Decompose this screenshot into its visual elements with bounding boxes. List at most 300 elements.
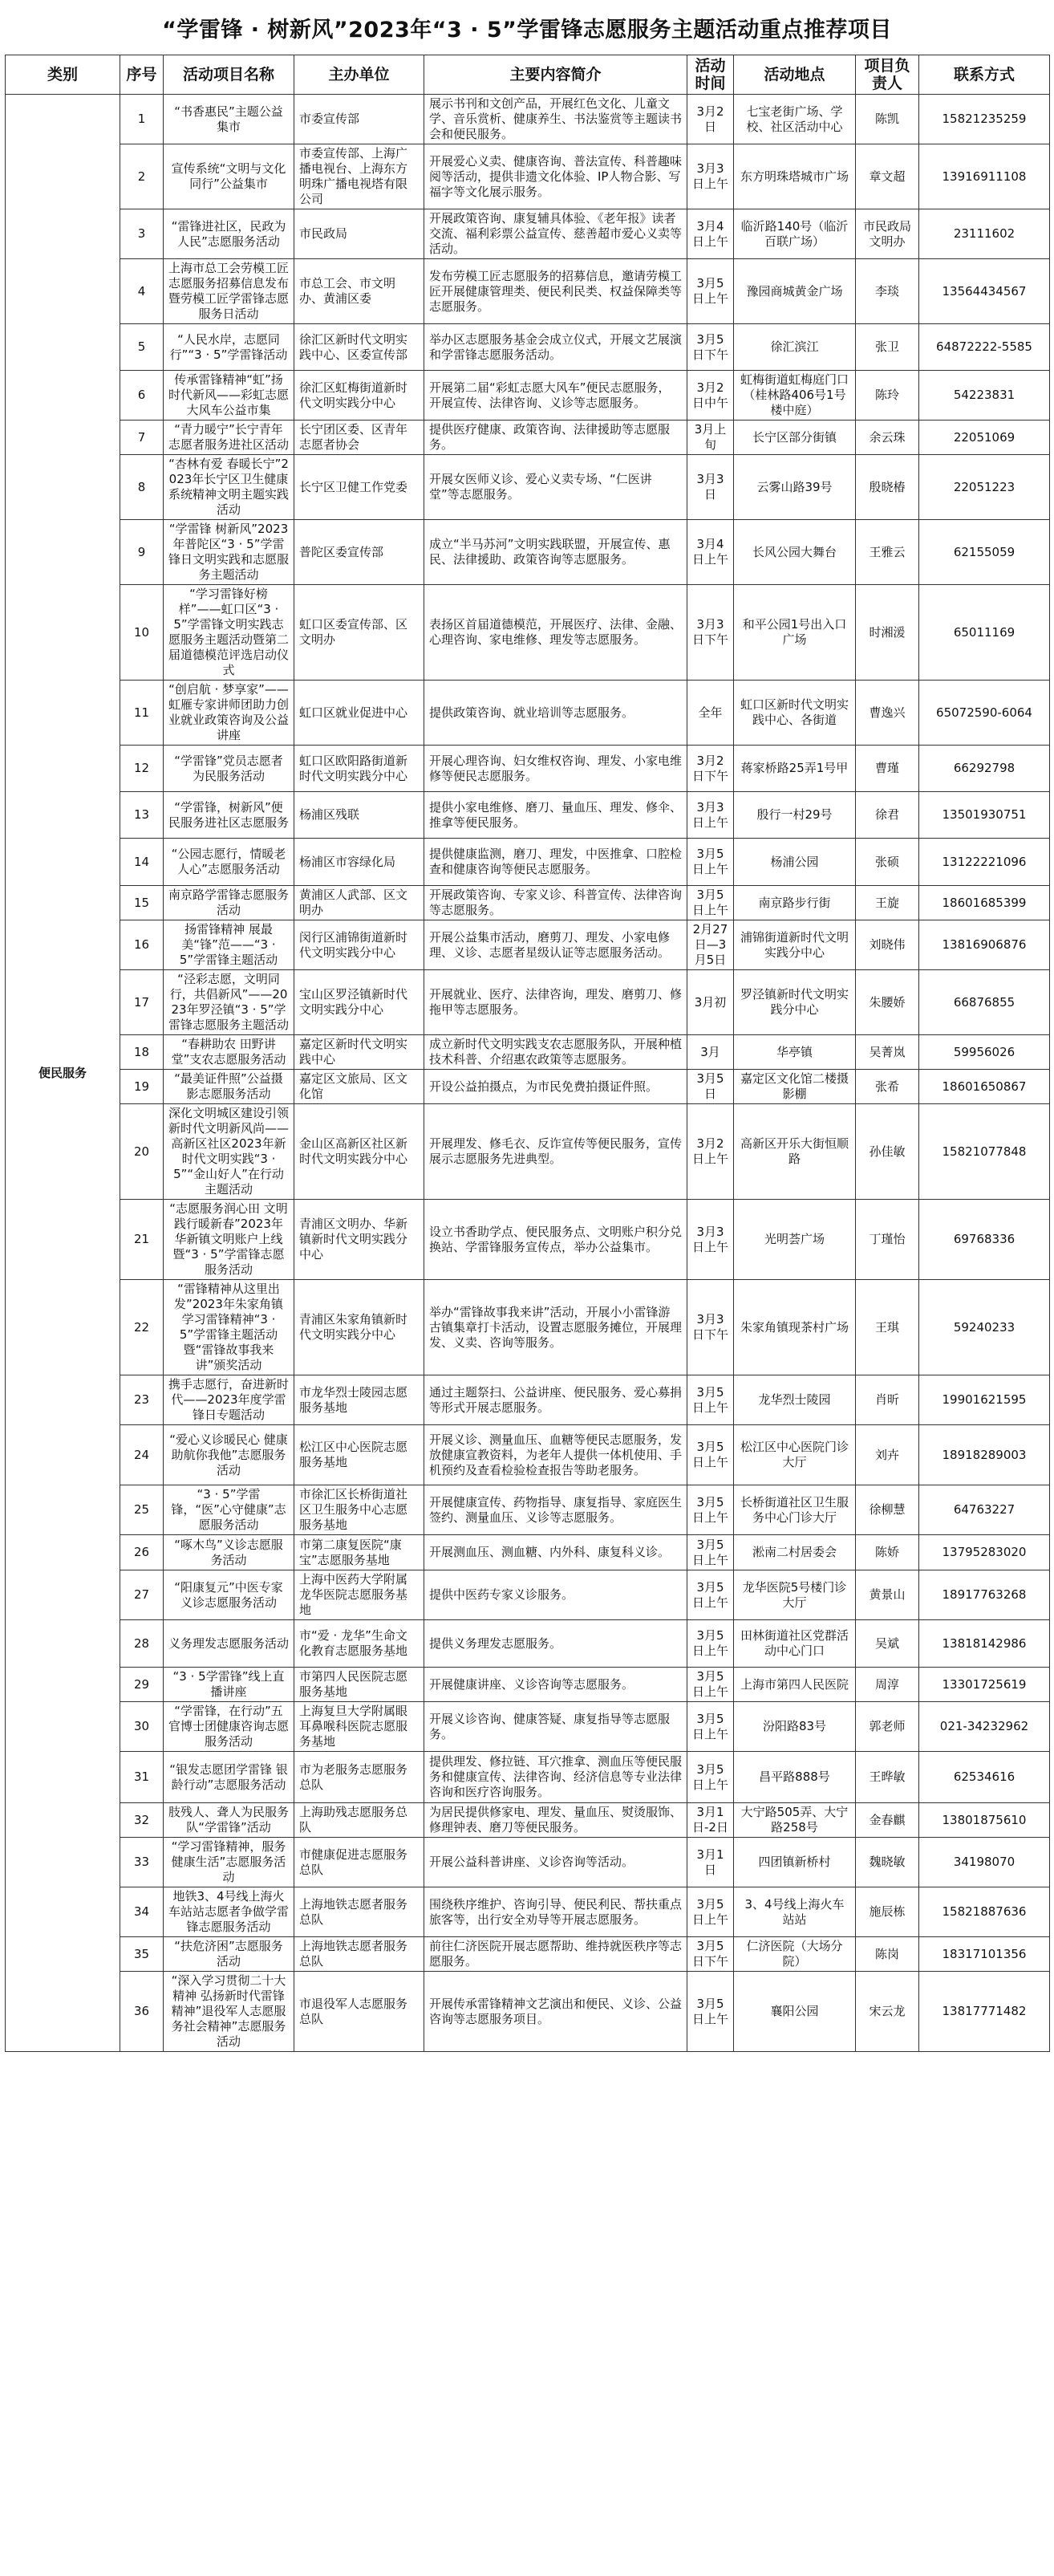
cell-time: 3月5日上午 — [687, 259, 734, 324]
cell-content: 提供健康监测，磨刀、理发，中医推拿、口腔检查和健康咨询等便民志愿服务。 — [424, 839, 687, 886]
cell-location: 长宁区部分街镇 — [734, 421, 856, 455]
cell-time: 全年 — [687, 681, 734, 746]
cell-contact: 18601650867 — [919, 1070, 1050, 1104]
cell-content: 围绕秩序维护、咨询引导、便民利民、帮扶重点旅客等，出行安全劝导等开展志愿服务。 — [424, 1887, 687, 1937]
cell-project-name: “雷锋进社区，民政为人民”志愿服务活动 — [164, 209, 294, 259]
cell-organizer: 黄浦区人武部、区文明办 — [294, 886, 424, 920]
cell-contact: 34198070 — [919, 1838, 1050, 1887]
cell-project-name: 深化文明城区建设引领新时代文明新风尚——高新区社区2023年新时代文明实践“3 · 5”“金山好人”在行动主题活动 — [164, 1104, 294, 1200]
cell-time: 3月3日上午 — [687, 144, 734, 209]
cell-contact: 62534616 — [919, 1752, 1050, 1803]
cell-index: 12 — [120, 746, 164, 792]
cell-location: 东方明珠塔城市广场 — [734, 144, 856, 209]
header-category: 类别 — [6, 55, 120, 95]
cell-index: 18 — [120, 1035, 164, 1070]
table-row — [6, 371, 1050, 421]
table-row — [6, 259, 1050, 324]
cell-location: 南京路步行街 — [734, 886, 856, 920]
cell-content: 提供义务理发志愿服务。 — [424, 1620, 687, 1668]
cell-organizer: 徐汇区虹梅街道新时代文明实践分中心 — [294, 371, 424, 421]
cell-organizer: 虹口区委宣传部、区文明办 — [294, 585, 424, 681]
cell-project-name: “创启航 · 梦享家”——虹雁专家讲师团助力创业就业政策咨询及公益讲座 — [164, 681, 294, 746]
cell-owner: 余云珠 — [856, 421, 919, 455]
cell-content: 设立书香助学点、便民服务点、文明账户积分兑换站、学雷锋服务宣传点，举办公益集市。 — [424, 1200, 687, 1280]
cell-content: 提供政策咨询、就业培训等志愿服务。 — [424, 681, 687, 746]
cell-time: 3月1日 — [687, 1838, 734, 1887]
cell-content: 举办区志愿服务基金会成立仪式，开展文艺展演和学雷锋志愿服务活动。 — [424, 324, 687, 371]
cell-owner: 时湘湲 — [856, 585, 919, 681]
cell-time: 3月上旬 — [687, 421, 734, 455]
cell-project-name: “扶危济困”志愿服务活动 — [164, 1937, 294, 1972]
cell-index: 8 — [120, 455, 164, 520]
cell-content: 成立新时代文明实践支农志愿服务队，开展种植技术科普、介绍惠农政策等志愿服务。 — [424, 1035, 687, 1070]
table-row — [6, 1485, 1050, 1535]
cell-index: 14 — [120, 839, 164, 886]
cell-content: 开展政策咨询、专家义诊、科普宣传、法律咨询等志愿服务。 — [424, 886, 687, 920]
cell-index: 33 — [120, 1838, 164, 1887]
cell-organizer: 市委宣传部、上海广播电视台、上海东方明珠广播电视塔有限公司 — [294, 144, 424, 209]
cell-contact: 18601685399 — [919, 886, 1050, 920]
table-row — [6, 970, 1050, 1035]
cell-owner: 殷晓椿 — [856, 455, 919, 520]
cell-index: 27 — [120, 1570, 164, 1620]
cell-owner: 刘晓伟 — [856, 920, 919, 970]
cell-project-name: “人民水岸，志愿同行”“3 · 5”学雷锋活动 — [164, 324, 294, 371]
cell-time: 3月4日上午 — [687, 520, 734, 585]
cell-contact: 15821887636 — [919, 1887, 1050, 1937]
cell-time: 3月5日 — [687, 1070, 734, 1104]
cell-owner: 徐君 — [856, 792, 919, 839]
cell-content: 通过主题祭扫、公益讲座、便民服务、爱心募捐等形式开展志愿服务。 — [424, 1375, 687, 1425]
cell-location: 豫园商城黄金广场 — [734, 259, 856, 324]
cell-contact: 64763227 — [919, 1485, 1050, 1535]
cell-location: 罗泾镇新时代文明实践分中心 — [734, 970, 856, 1035]
cell-content: 开展爱心义卖、健康咨询、普法宣传、科普趣味阅等活动，提供非遗文化体验、IP人物合影、写福字等文化展示服务。 — [424, 144, 687, 209]
table-row — [6, 1838, 1050, 1887]
cell-location: 云雾山路39号 — [734, 455, 856, 520]
table-row — [6, 1104, 1050, 1200]
table-row — [6, 920, 1050, 970]
cell-project-name: “青力暖宁”长宁青年志愿者服务进社区活动 — [164, 421, 294, 455]
cell-index: 21 — [120, 1200, 164, 1280]
cell-time: 3月 — [687, 1035, 734, 1070]
cell-time: 3月2日 — [687, 95, 734, 144]
cell-index: 28 — [120, 1620, 164, 1668]
cell-owner: 朱腰娇 — [856, 970, 919, 1035]
cell-owner: 王旋 — [856, 886, 919, 920]
cell-location: 长桥街道社区卫生服务中心门诊大厅 — [734, 1485, 856, 1535]
cell-organizer: 青浦区朱家角镇新时代文明实践分中心 — [294, 1280, 424, 1375]
cell-owner: 施辰栋 — [856, 1887, 919, 1937]
table-row — [6, 1570, 1050, 1620]
cell-time: 3月2日上午 — [687, 1104, 734, 1200]
cell-location: 淞南二村居委会 — [734, 1535, 856, 1570]
cell-owner: 李琰 — [856, 259, 919, 324]
cell-project-name: 义务理发志愿服务活动 — [164, 1620, 294, 1668]
cell-organizer: 市退役军人志愿服务总队 — [294, 1972, 424, 2052]
header-content: 主要内容简介 — [424, 55, 687, 95]
header-index: 序号 — [120, 55, 164, 95]
cell-organizer: 金山区高新区社区新时代文明实践分中心 — [294, 1104, 424, 1200]
table-row — [6, 1937, 1050, 1972]
cell-time: 3月5日上午 — [687, 1668, 734, 1702]
cell-content: 开展义诊、测量血压、血糖等便民志愿服务，发放健康宣教资料，为老年人提供一体机使用、手机预约及查看检验检查报告等助老服务。 — [424, 1425, 687, 1485]
cell-organizer: 嘉定区新时代文明实践中心 — [294, 1035, 424, 1070]
cell-location: 松江区中心医院门诊大厅 — [734, 1425, 856, 1485]
table-row — [6, 1972, 1050, 2052]
cell-organizer: 市龙华烈士陵园志愿服务基地 — [294, 1375, 424, 1425]
project-table — [5, 55, 1050, 2052]
cell-location: 杨浦公园 — [734, 839, 856, 886]
cell-contact: 18918289003 — [919, 1425, 1050, 1485]
cell-time: 3月5日上午 — [687, 1570, 734, 1620]
table-row — [6, 839, 1050, 886]
cell-owner: 王琪 — [856, 1280, 919, 1375]
cell-index: 34 — [120, 1887, 164, 1937]
cell-content: 成立“半马苏河”文明实践联盟，开展宣传、惠民、法律援助、政策咨询等志愿服务。 — [424, 520, 687, 585]
cell-contact: 19901621595 — [919, 1375, 1050, 1425]
cell-content: 提供理发、修拉链、耳穴推拿、测血压等便民服务和健康宣传、法律咨询、经济信息等专业法律咨询和医疗咨询服务。 — [424, 1752, 687, 1803]
cell-project-name: “阳康复元”中医专家义诊志愿服务活动 — [164, 1570, 294, 1620]
cell-owner: 市民政局文明办 — [856, 209, 919, 259]
cell-owner: 王雅云 — [856, 520, 919, 585]
cell-content: 发布劳模工匠志愿服务的招募信息，邀请劳模工匠开展健康管理类、便民利民类、权益保障类等志愿服务。 — [424, 259, 687, 324]
cell-content: 开展测血压、测血糖、内外科、康复科义诊。 — [424, 1535, 687, 1570]
cell-organizer: 长宁团区委、区青年志愿者协会 — [294, 421, 424, 455]
category-cell: 便民服务 — [6, 95, 120, 2052]
cell-owner: 张卫 — [856, 324, 919, 371]
header-owner: 项目负责人 — [856, 55, 919, 95]
cell-time: 3月5日上午 — [687, 1702, 734, 1752]
cell-content: 展示书刊和文创产品，开展红色文化、儿童文学、音乐赏析、健康养生、书法鉴赏等主题读书会和便民服务。 — [424, 95, 687, 144]
cell-location: 昌平路888号 — [734, 1752, 856, 1803]
cell-owner: 张希 — [856, 1070, 919, 1104]
cell-contact: 59956026 — [919, 1035, 1050, 1070]
cell-contact: 13801875610 — [919, 1803, 1050, 1838]
cell-location: 光明荟广场 — [734, 1200, 856, 1280]
cell-project-name: “学习雷锋好榜样”——虹口区“3 · 5”学雷锋文明实践志愿服务主题活动暨第二届道德模范评选启动仪式 — [164, 585, 294, 681]
cell-index: 4 — [120, 259, 164, 324]
cell-index: 16 — [120, 920, 164, 970]
table-row — [6, 1200, 1050, 1280]
header-organizer: 主办单位 — [294, 55, 424, 95]
cell-content: 开展就业、医疗、法律咨询，理发、磨剪刀、修拖甲等志愿服务。 — [424, 970, 687, 1035]
cell-organizer: 宝山区罗泾镇新时代文明实践分中心 — [294, 970, 424, 1035]
cell-owner: 吴菁岚 — [856, 1035, 919, 1070]
cell-organizer: 松江区中心医院志愿服务基地 — [294, 1425, 424, 1485]
cell-contact: 62155059 — [919, 520, 1050, 585]
cell-index: 30 — [120, 1702, 164, 1752]
cell-index: 25 — [120, 1485, 164, 1535]
cell-organizer: 上海地铁志愿者服务总队 — [294, 1937, 424, 1972]
cell-contact: 69768336 — [919, 1200, 1050, 1280]
page-title: “学雷锋 · 树新风”2023年“3 · 5”学雷锋志愿服务主题活动重点推荐项目 — [162, 17, 892, 43]
cell-contact: 13818142986 — [919, 1620, 1050, 1668]
cell-location: 大宁路505弄、大宁路258号 — [734, 1803, 856, 1838]
table-row — [6, 421, 1050, 455]
cell-time: 3月3日下午 — [687, 1280, 734, 1375]
cell-content: 开设公益拍摄点，为市民免费拍摄证件照。 — [424, 1070, 687, 1104]
cell-owner: 陈凯 — [856, 95, 919, 144]
table-row — [6, 1280, 1050, 1375]
cell-index: 6 — [120, 371, 164, 421]
cell-project-name: 南京路学雷锋志愿服务活动 — [164, 886, 294, 920]
cell-organizer: 市为老服务志愿服务总队 — [294, 1752, 424, 1803]
cell-contact: 23111602 — [919, 209, 1050, 259]
cell-location: 长风公园大舞台 — [734, 520, 856, 585]
cell-contact: 66876855 — [919, 970, 1050, 1035]
cell-index: 20 — [120, 1104, 164, 1200]
cell-time: 3月5日上午 — [687, 1620, 734, 1668]
cell-index: 23 — [120, 1375, 164, 1425]
cell-project-name: “学雷锋 树新风”2023年普陀区“3 · 5”学雷锋日文明实践和志愿服务主题活动 — [164, 520, 294, 585]
cell-contact: 59240233 — [919, 1280, 1050, 1375]
cell-location: 虹梅街道虹梅庭门口（桂林路406号1号楼中庭） — [734, 371, 856, 421]
cell-project-name: “深入学习贯彻二十大精神 弘扬新时代雷锋精神”退役军人志愿服务社会精神”志愿服务活动 — [164, 1972, 294, 2052]
cell-project-name: 上海市总工会劳模工匠志愿服务招募信息发布暨劳模工匠学雷锋志愿服务日活动 — [164, 259, 294, 324]
table-row — [6, 681, 1050, 746]
cell-owner: 魏晓敏 — [856, 1838, 919, 1887]
cell-contact: 65011169 — [919, 585, 1050, 681]
cell-time: 3月5日上午 — [687, 1972, 734, 2052]
cell-location: 和平公园1号出入口广场 — [734, 585, 856, 681]
cell-index: 5 — [120, 324, 164, 371]
cell-owner: 陈娇 — [856, 1535, 919, 1570]
table-row — [6, 1375, 1050, 1425]
cell-organizer: 上海复旦大学附属眼耳鼻喉科医院志愿服务基地 — [294, 1702, 424, 1752]
cell-owner: 刘卉 — [856, 1425, 919, 1485]
header-time: 活动时间 — [687, 55, 734, 95]
cell-location: 田林街道社区党群活动中心门口 — [734, 1620, 856, 1668]
cell-organizer: 虹口区就业促进中心 — [294, 681, 424, 746]
cell-location: 虹口区新时代文明实践中心、各街道 — [734, 681, 856, 746]
cell-organizer: 市第四人民医院志愿服务基地 — [294, 1668, 424, 1702]
header-project-name: 活动项目名称 — [164, 55, 294, 95]
cell-project-name: “杏林有爱 春暖长宁”2023年长宁区卫生健康系统精神文明主题实践活动 — [164, 455, 294, 520]
cell-contact: 54223831 — [919, 371, 1050, 421]
header-contact: 联系方式 — [919, 55, 1050, 95]
table-row — [6, 455, 1050, 520]
table-row — [6, 1887, 1050, 1937]
table-row — [6, 209, 1050, 259]
cell-organizer: 市健康促进志愿服务总队 — [294, 1838, 424, 1887]
cell-contact: 13122221096 — [919, 839, 1050, 886]
cell-contact: 13501930751 — [919, 792, 1050, 839]
table-row — [6, 1070, 1050, 1104]
cell-index: 24 — [120, 1425, 164, 1485]
table-row — [6, 792, 1050, 839]
cell-contact: 15821235259 — [919, 95, 1050, 144]
cell-organizer: 杨浦区市容绿化局 — [294, 839, 424, 886]
cell-content: 开展第二届“彩虹志愿大风车”便民志愿服务，开展宣传、法律咨询、义诊等志愿服务。 — [424, 371, 687, 421]
cell-project-name: “啄木鸟”义诊志愿服务活动 — [164, 1535, 294, 1570]
cell-content: 提供中医药专家义诊服务。 — [424, 1570, 687, 1620]
cell-index: 2 — [120, 144, 164, 209]
cell-organizer: 市“爱 · 龙华”生命文化教育志愿服务基地 — [294, 1620, 424, 1668]
cell-owner: 陈岗 — [856, 1937, 919, 1972]
cell-index: 10 — [120, 585, 164, 681]
cell-organizer: 普陀区委宣传部 — [294, 520, 424, 585]
cell-content: 开展政策咨询、康复辅具体验、《老年报》读者交流、福利彩票公益宣传、慈善超市爱心义卖等活动。 — [424, 209, 687, 259]
cell-project-name: “志愿服务润心田 文明践行暖新春”2023年华新镇文明账户上线暨“3 · 5”学雷锋志愿服务活动 — [164, 1200, 294, 1280]
cell-content: 开展义诊咨询、健康答疑、康复指导等志愿服务。 — [424, 1702, 687, 1752]
cell-content: 开展公益科普讲座、义诊咨询等活动。 — [424, 1838, 687, 1887]
cell-organizer: 杨浦区残联 — [294, 792, 424, 839]
cell-time: 3月3日下午 — [687, 585, 734, 681]
table-row — [6, 95, 1050, 144]
cell-project-name: “雷锋精神从这里出发”2023年朱家角镇学习雷锋精神“3 · 5”学雷锋主题活动暨“雷锋故事我来讲”颁奖活动 — [164, 1280, 294, 1375]
cell-content: 前往仁济医院开展志愿帮助、维持就医秩序等志愿服务。 — [424, 1937, 687, 1972]
cell-content: 开展健康宣传、药物指导、康复指导、家庭医生签约、测量血压、义诊等志愿服务。 — [424, 1485, 687, 1535]
cell-owner: 张硕 — [856, 839, 919, 886]
cell-organizer: 上海中医药大学附属龙华医院志愿服务基地 — [294, 1570, 424, 1620]
table-row — [6, 1752, 1050, 1803]
cell-time: 3月5日上午 — [687, 886, 734, 920]
cell-index: 17 — [120, 970, 164, 1035]
table-row — [6, 1535, 1050, 1570]
cell-index: 36 — [120, 1972, 164, 2052]
cell-index: 13 — [120, 792, 164, 839]
cell-location: 朱家角镇现茶村广场 — [734, 1280, 856, 1375]
cell-time: 3月4日上午 — [687, 209, 734, 259]
table-row — [6, 144, 1050, 209]
cell-project-name: “学雷锋，在行动”五官博士团健康咨询志愿服务活动 — [164, 1702, 294, 1752]
table-row — [6, 324, 1050, 371]
cell-location: 高新区开乐大街恒顺路 — [734, 1104, 856, 1200]
cell-content: 开展传承雷锋精神文艺演出和便民、义诊、公益咨询等志愿服务项目。 — [424, 1972, 687, 2052]
cell-project-name: “爱心义诊暖民心 健康助航你我他”志愿服务活动 — [164, 1425, 294, 1485]
cell-time: 3月5日上午 — [687, 1887, 734, 1937]
cell-location: 仁济医院（大场分院） — [734, 1937, 856, 1972]
cell-location: 临沂路140号（临沂百联广场） — [734, 209, 856, 259]
cell-index: 26 — [120, 1535, 164, 1570]
cell-project-name: “书香惠民”主题公益集市 — [164, 95, 294, 144]
cell-index: 7 — [120, 421, 164, 455]
cell-organizer: 市委宣传部 — [294, 95, 424, 144]
cell-owner: 王晔敏 — [856, 1752, 919, 1803]
table-row — [6, 1803, 1050, 1838]
table-row — [6, 1702, 1050, 1752]
cell-contact: 18317101356 — [919, 1937, 1050, 1972]
cell-content: 开展理发、修毛衣、反诈宣传等便民服务，宣传展示志愿服务先进典型。 — [424, 1104, 687, 1200]
cell-content: 为居民提供修家电、理发、量血压、熨烫服饰、修理钟表、磨刀等便民服务。 — [424, 1803, 687, 1838]
table-row — [6, 886, 1050, 920]
cell-project-name: 扬雷锋精神 展最美“锋”范——“3 · 5”学雷锋主题活动 — [164, 920, 294, 970]
cell-location: 3、4号线上海火车站站 — [734, 1887, 856, 1937]
cell-owner: 黄景山 — [856, 1570, 919, 1620]
table-row — [6, 1425, 1050, 1485]
cell-organizer: 长宁区卫健工作党委 — [294, 455, 424, 520]
cell-owner: 章文超 — [856, 144, 919, 209]
cell-contact: 18917763268 — [919, 1570, 1050, 1620]
cell-contact: 65072590-6064 — [919, 681, 1050, 746]
cell-location: 汾阳路83号 — [734, 1702, 856, 1752]
cell-time: 3月2日下午 — [687, 746, 734, 792]
cell-time: 3月2日中午 — [687, 371, 734, 421]
cell-time: 3月5日上午 — [687, 1375, 734, 1425]
cell-index: 31 — [120, 1752, 164, 1803]
cell-location: 华亭镇 — [734, 1035, 856, 1070]
cell-contact: 22051223 — [919, 455, 1050, 520]
cell-location: 殷行一村29号 — [734, 792, 856, 839]
cell-organizer: 虹口区欧阳路街道新时代文明实践分中心 — [294, 746, 424, 792]
table-row — [6, 1035, 1050, 1070]
cell-project-name: 肢残人、聋人为民服务队“学雷锋”活动 — [164, 1803, 294, 1838]
cell-content: 开展心理咨询、妇女维权咨询、理发、小家电维修等便民志愿服务。 — [424, 746, 687, 792]
cell-location: 浦锦街道新时代文明实践分中心 — [734, 920, 856, 970]
cell-project-name: “公园志愿行，情暖老人心”志愿服务活动 — [164, 839, 294, 886]
cell-index: 19 — [120, 1070, 164, 1104]
cell-time: 3月3日上午 — [687, 792, 734, 839]
cell-contact: 64872222-5585 — [919, 324, 1050, 371]
cell-owner: 徐柳慧 — [856, 1485, 919, 1535]
cell-contact: 13301725619 — [919, 1668, 1050, 1702]
cell-organizer: 市总工会、市文明办、黄浦区委 — [294, 259, 424, 324]
cell-location: 嘉定区文化馆二楼摄影棚 — [734, 1070, 856, 1104]
cell-content: 开展健康讲座、义诊咨询等志愿服务。 — [424, 1668, 687, 1702]
cell-organizer: 市民政局 — [294, 209, 424, 259]
cell-owner: 陈玲 — [856, 371, 919, 421]
cell-index: 15 — [120, 886, 164, 920]
cell-time: 3月5日上午 — [687, 1535, 734, 1570]
cell-project-name: “3 · 5”学雷锋，“医”心守健康”志愿服务活动 — [164, 1485, 294, 1535]
cell-owner: 曹逸兴 — [856, 681, 919, 746]
cell-contact: 021-34232962 — [919, 1702, 1050, 1752]
cell-contact: 22051069 — [919, 421, 1050, 455]
cell-time: 3月5日下午 — [687, 1937, 734, 1972]
cell-project-name: “学雷锋，树新风”便民服务进社区志愿服务 — [164, 792, 294, 839]
cell-project-name: “银发志愿团学雷锋 银龄行动”志愿服务活动 — [164, 1752, 294, 1803]
cell-time: 3月3日 — [687, 455, 734, 520]
cell-owner: 周淳 — [856, 1668, 919, 1702]
cell-organizer: 市第二康复医院“康宝”志愿服务基地 — [294, 1535, 424, 1570]
cell-time: 3月初 — [687, 970, 734, 1035]
cell-contact: 13795283020 — [919, 1535, 1050, 1570]
cell-owner: 金春麒 — [856, 1803, 919, 1838]
cell-location: 龙华医院5号楼门诊大厅 — [734, 1570, 856, 1620]
cell-time: 3月5日上午 — [687, 839, 734, 886]
header-location: 活动地点 — [734, 55, 856, 95]
cell-contact: 13564434567 — [919, 259, 1050, 324]
cell-contact: 13916911108 — [919, 144, 1050, 209]
cell-time: 3月5日下午 — [687, 324, 734, 371]
cell-location: 七宝老街广场、学校、社区活动中心 — [734, 95, 856, 144]
cell-location: 上海市第四人民医院 — [734, 1668, 856, 1702]
cell-owner: 丁瑾怡 — [856, 1200, 919, 1280]
cell-organizer: 徐汇区新时代文明实践中心、区委宣传部 — [294, 324, 424, 371]
table-row — [6, 520, 1050, 585]
table-row — [6, 1620, 1050, 1668]
cell-project-name: 地铁3、4号线上海火车站站志愿者争做学雷锋志愿服务活动 — [164, 1887, 294, 1937]
table-row — [6, 1668, 1050, 1702]
header-row — [6, 55, 1050, 95]
cell-index: 1 — [120, 95, 164, 144]
cell-contact: 13816906876 — [919, 920, 1050, 970]
cell-organizer: 青浦区文明办、华新镇新时代文明实践分中心 — [294, 1200, 424, 1280]
cell-index: 29 — [120, 1668, 164, 1702]
table-row — [6, 585, 1050, 681]
table-row — [6, 746, 1050, 792]
cell-organizer: 上海助残志愿服务总队 — [294, 1803, 424, 1838]
cell-owner: 郭老师 — [856, 1702, 919, 1752]
cell-organizer: 闵行区浦锦街道新时代文明实践分中心 — [294, 920, 424, 970]
cell-project-name: “学雷锋”党员志愿者为民服务活动 — [164, 746, 294, 792]
cell-time: 3月1日-2日 — [687, 1803, 734, 1838]
cell-project-name: 携手志愿行，奋进新时代——2023年度学雷锋日专题活动 — [164, 1375, 294, 1425]
cell-index: 3 — [120, 209, 164, 259]
cell-index: 32 — [120, 1803, 164, 1838]
cell-time: 3月5日上午 — [687, 1485, 734, 1535]
